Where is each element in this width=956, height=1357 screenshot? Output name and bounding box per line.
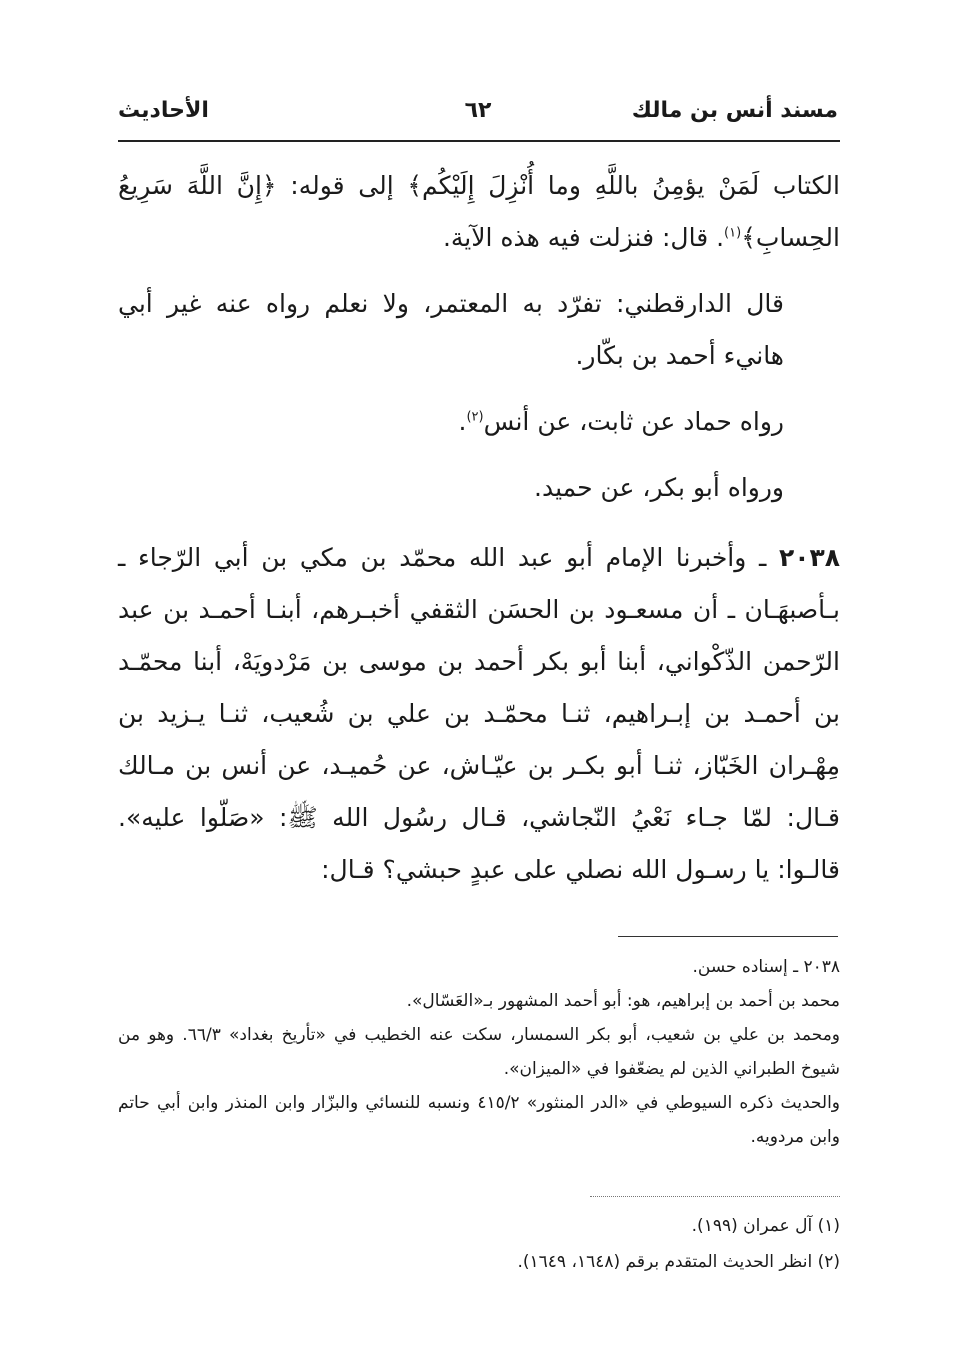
page-header: [118, 98, 838, 134]
header-divider: [118, 140, 840, 142]
footnote-2: (٢) انظر الحديث المتقدم برقم (١٦٤٨، ١٦٤٩).: [517, 1252, 840, 1272]
footnote-1: (١) آل عمران (١٩٩).: [691, 1216, 840, 1236]
note-narrator-1: محمد بن أحمد بن إبراهيم، هو: أبو أحمد المشهور بـ«العَسّال».: [406, 991, 840, 1011]
paragraph-hammad: [118, 396, 840, 448]
footnote-ref-1: (١): [724, 225, 742, 241]
verse-text-end: . قال: فنزلت فيه هذه الآية.: [442, 223, 725, 252]
hadith-notes: [118, 950, 840, 1154]
footnotes-divider: [590, 1196, 840, 1197]
paragraph-abu-bakr: ورواه أبو بكر، عن حميد.: [534, 473, 784, 502]
header-page-number: ٦٢: [464, 98, 492, 123]
hadith-number: ٢٠٣٨: [778, 543, 840, 572]
note-isnad: ٢٠٣٨ ـ إسناده حسن.: [692, 957, 840, 977]
footnotes: [118, 1208, 840, 1280]
note-narrator-2: ومحمد بن علي بن شعيب، أبو بكر السمسار، سكت عنه الخطيب في «تأريخ بغداد» ٦٦/٣. وهو من شيوخ الطبراني الذين لم يضعّفوا في «الميزان».: [118, 1025, 841, 1079]
paragraph-verse: [118, 160, 840, 264]
paragraph-daraqutni: قال الدارقطني: تفرّد به المعتمر، ولا نعلم رواه عنه غير أبي هانيء أحمد بن بكّار.: [118, 289, 784, 370]
main-text: [118, 160, 840, 896]
note-sources: والحديث ذكره السيوطي في «الدر المنثور» ٤١٥/٢ ونسبه للنسائي والبزّار وابن المنذر وابن أبي حاتم وابن مردويه.: [118, 1093, 840, 1147]
header-section-title: الأحاديث: [118, 98, 209, 123]
hammad-text-end: .: [458, 407, 467, 436]
hammad-text: رواه حماد عن ثابت، عن أنس: [483, 407, 784, 436]
hadith-text: ـ وأخبرنا الإمام أبو عبد الله محمّد بن مكي بن أبي الرّجاء ـ بـأصبهَـان ـ أن مسعـود بن الحسَن الثقفي أخبـرهم، أبنـا أحمـد بن عبد الرّحمن الذّكْواني، أبنا أبو بكر أحمد بن موسى بن مَرْدويَهْ، أبنا محمّـد بن أحمـد بن إبـراهيم، ثنـا محمّـد بن علي بن شُعيب، ثنـا يـزيد بن مِهْـران الخَبّاز، ثنـا أبو بكـر بن عيّـاش، عن حُميـد، عن أنس بن مـالك قـال: لمّا جـاء نَعْيُ النّجاشي، قـال رسُول الله ﷺ: «صَلّوا عليه». قالـوا: يا رسـول الله نصلي على عبدٍ حبشي؟ قـال:: [118, 543, 840, 884]
footnote-ref-2: (٢): [466, 409, 484, 425]
paragraph-hadith: [118, 532, 840, 896]
verse-text: الكتاب لَمَنْ يؤمِنُ باللَّهِ وما أُنْزِلَ إِلَيْكُم﴾ إلى قوله: ﴿إِنَّ اللَّهَ سَرِيعُ الحِسابِ﴾: [118, 171, 840, 252]
header-book-title: مسند أنس بن مالك: [631, 98, 838, 123]
notes-divider: [618, 936, 838, 937]
